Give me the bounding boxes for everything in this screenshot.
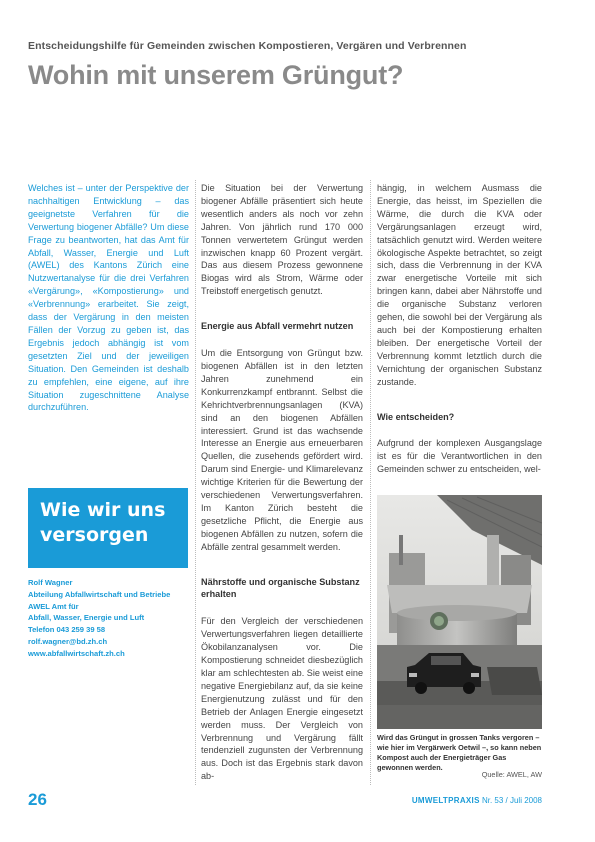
page-number: 26 (28, 790, 47, 809)
issue-info: Nr. 53 / Juli 2008 (481, 796, 542, 805)
body-paragraph: Um die Entsorgung von Grüngut bzw. biogenen Abfällen ist in den letzten Jahren zunehmend ein Konkurrenzkampf entbrannt. Selbst die Kehrichtverbrennungsanlagen (KVA) sind an den biogenen Abfällen interessiert. Grund ist das wachsende Interesse an Energie aus erneuerbaren Quellen, die zusehends gefördert wird. Darum sind Energie- und Klimarelevanz wichtige Kriterien für die Bewertung der verschiedenen Verwertungsverfahren. Im Kanton Zürich besteht die gesetzliche Pflicht, die Energie aus biogenen Abfällen zu nutzen, sofern die Abfälle zentral gesammelt werden. (201, 348, 363, 552)
author-web-link[interactable]: www.abfallwirtschaft.zh.ch (28, 648, 125, 658)
photo-caption: Wird das Grüngut in grossen Tanks vergoren – wie hier im Vergärwerk Oetwil –, so kann neben Kompost auch der Energieträger Gas gewonnen werden. (377, 733, 542, 772)
section-heading: Energie aus Abfall vermehrt nutzen (201, 321, 354, 332)
body-paragraph: Für den Vergleich der verschiedenen Verwertungsverfahren liegen detaillierte Ökobilanzanalysen vor. Die Kompostierung schneidet diesbezüglich klar am schlechtesten ab. Sie weist eine negative Energiebilanz auf, da sie keine Energienutzung zulässt und für den Betrieb der Anlagen Energie eingesetzt werden muss. Der Vergleich von Verbrennung und Vergärung fällt tendenziell zugunsten der Verbrennung aus. Doch ist das Ergebnis stark davon ab- (201, 616, 363, 782)
section-heading: Nährstoffe und organische Substanz erhalten (201, 576, 360, 600)
author-department: Abteilung Abfallwirtschaft und Betriebe (28, 589, 171, 599)
column-divider (370, 180, 371, 785)
author-contact (28, 577, 193, 659)
section-heading: Wie entscheiden? (377, 411, 455, 422)
author-phone: Telefon 043 259 39 58 (28, 625, 106, 635)
body-paragraph: Aufgrund der komplexen Ausgangslage ist es für die Verantwortlichen in den Gemeinden schwer zu entscheiden, wel- (377, 438, 542, 475)
lead-text: Welches ist – unter der Perspektive der nachhaltigen Entwicklung – das geeignetste Verfahren für die Verwertung biogener Abfälle? Um diese Frage zu beantworten, hat das Amt für Abfall, Wasser, Energie und Luft (AWEL) des Kantons Zürich eine Nutzwertanalyse für die drei Verfahren «Vergärung», «Kompostierung» und «Verbrennung» erarbeitet. Sie zeigt, dass der Vergärung in den meisten Fällen der Vorzug zu geben ist, das Ergebnis jedoch abhängig ist vom gesetzten Ziel und der jeweiligen Situation. Den Gemeinden ist deshalb zu empfehlen, eine eigene, auf ihre Situation zugeschnittene Analyse durchzuführen. (28, 183, 189, 413)
footer (412, 796, 542, 805)
photo-credit: Quelle: AWEL, AW (481, 770, 542, 779)
magazine-name: UMWELTPRAXIS (411, 796, 480, 805)
author-name: Rolf Wagner (28, 578, 73, 587)
body-column-2 (201, 182, 363, 783)
author-email-link[interactable]: rolf.wagner@bd.zh.ch (28, 636, 108, 646)
series-box (28, 488, 188, 568)
author-office: AWEL Amt für (28, 601, 79, 611)
biogas-plant-photo (377, 495, 542, 729)
kicker: Entscheidungshilfe für Gemeinden zwischen Kompostieren, Vergären und Verbrennen (28, 40, 467, 52)
body-column-3 (377, 182, 542, 476)
series-title: Wie wir uns versorgen (40, 499, 166, 546)
page-title: Wohin mit unserem Grüngut? (28, 60, 404, 90)
lead-paragraph (28, 182, 189, 414)
column-divider (195, 180, 196, 785)
author-office: Abfall, Wasser, Energie und Luft (28, 613, 145, 623)
body-paragraph: Die Situation bei der Verwertung biogener Abfälle präsentiert sich heute wesentlich anders als noch vor zehn Jahren. Von jährlich rund 170 000 Tonnen verwertetem Grüngut werden inzwischen knapp 60 Prozent vergärt. Das aus diesem Prozess gewonnene Biogas wird als Strom, Wärme oder Treibstoff energetisch genutzt. (201, 183, 363, 297)
body-paragraph: hängig, in welchem Ausmass die Energie, das heisst, im Speziellen die Wärme, die durch die KVA oder Vergärungsanlagen erzeugt wird, tatsächlich genutzt wird. Werden weitere ökologische Aspekte betrachtet, so zeigt sich, dass die Verbrennung in der KVA zwar energetische Vorteile mit sich bringen kann, dabei aber Nährstoffe und die organische Substanz verloren gehen, die sowohl bei der Vergärung als auch bei der Kompostierung erhalten bleiben. Der energetische Vorteil der Verbrennung kommt letztlich durch die Vernichtung der organischen Substanz zustande. (377, 183, 542, 387)
biogas-plant-illustration (377, 495, 542, 729)
